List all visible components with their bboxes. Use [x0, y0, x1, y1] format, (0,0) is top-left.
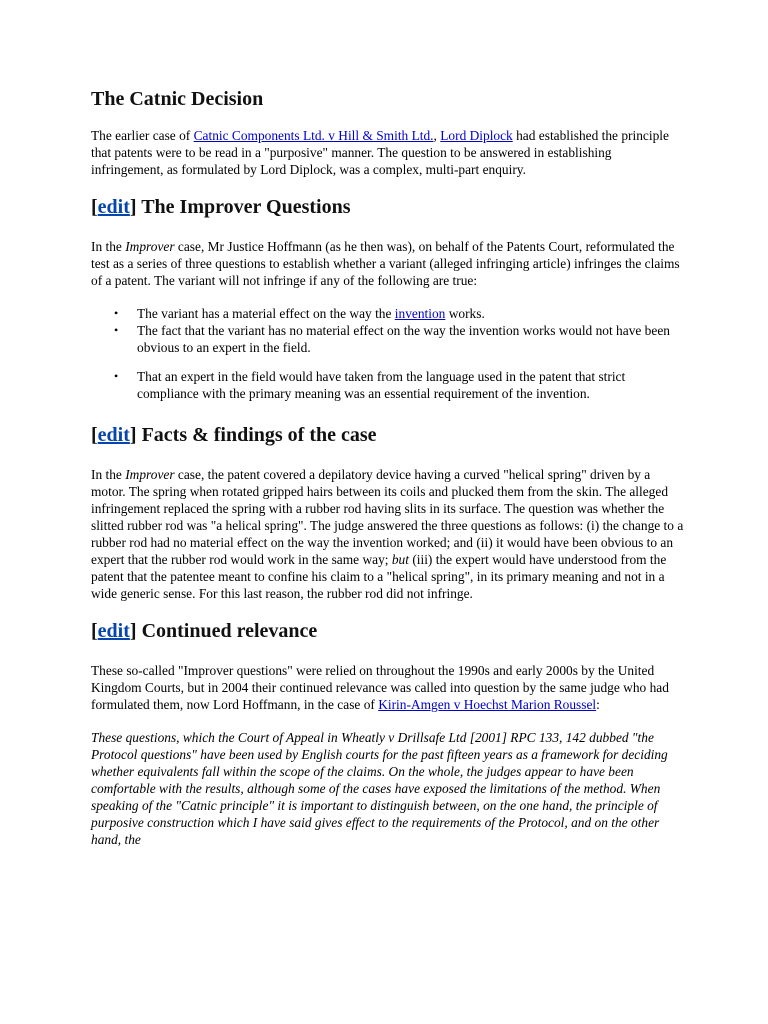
intro-paragraph: The earlier case of Catnic Components Ltd. v Hill & Smith Ltd., Lord Diplock had established the principle that patents were to be read in a "purposive" manner. The question to be answered in establishing infringement, as formulated by Lord Diplock, was a complex, multi-part enquiry. — [91, 128, 669, 177]
relevance-paragraph: These so-called "Improver questions" were relied on throughout the 1990s and early 2000s by the United Kingdom Courts, but in 2004 their continued relevance was called into question by the same judge who had formulated them, now Lord Hoffmann, in the case of Kirin-Amgen v Hoechst Marion Roussel: — [91, 663, 669, 712]
list-item: • The fact that the variant has no material effect on the way the invention works would not have been obvious to an expert in the field. — [114, 323, 670, 355]
section-heading-improver-questions: [edit] The Improver Questions — [91, 196, 351, 218]
article — [91, 86, 685, 848]
hoffmann-quote: These questions, which the Court of Appeal in Wheatly v Drillsafe Ltd [2001] RPC 133, 142 dubbed "the Protocol questions" have been used by English courts for the past fifteen years as a framework for deciding whether equivalents fall within the scope of the claims. On the whole, the judges appear to have been comfortable with the results, although some of the cases have exposed the limitations of the method. When speaking of the "Catnic principle" it is important to distinguish between, on the one hand, the principle of purposive construction which I have said gives effect to the requirements of the Protocol, and on the other hand, the — [91, 730, 668, 847]
bullet-icon: • — [114, 306, 119, 320]
invention-link[interactable]: invention — [394, 306, 446, 321]
section-heading-facts: [edit] Facts & findings of the case — [91, 424, 377, 446]
edit-link-improver-questions[interactable]: edit — [97, 196, 130, 218]
improver-paragraph: In the Improver case, Mr Justice Hoffmann (as he then was), on behalf of the Patents Court, reformulated the test as a series of three questions to establish whether a variant (alleged infringing article) infringes the claims of a patent. The variant will not infringe if any of the following are true: — [91, 239, 680, 288]
page-title: The Catnic Decision — [91, 88, 264, 110]
edit-link-relevance[interactable]: edit — [97, 620, 130, 642]
improver-questions-list — [91, 305, 685, 402]
list-item: • The variant has a material effect on the way the invention works. — [114, 306, 485, 321]
list-item: • That an expert in the field would have taken from the language used in the patent that strict compliance with the primary meaning was an essential requirement of the invention. — [114, 369, 626, 401]
lord-diplock-link[interactable]: Lord Diplock — [440, 128, 513, 143]
catnic-case-link[interactable]: Catnic Components Ltd. v Hill & Smith Ltd. — [193, 128, 434, 143]
bullet-icon: • — [114, 323, 119, 337]
bullet-icon: • — [114, 369, 119, 383]
facts-paragraph: In the Improver case, the patent covered a depilatory device having a curved "helical spring" driven by a motor. The spring when rotated gripped hairs between its coils and plucked them from the skin. The alleged infringement replaced the spring with a rubber rod having slits in its surface. The question was whether the slitted rubber rod was "a helical spring". The judge answered the three questions as follows: (i) the change to a rubber rod had no material effect on the way the invention worked; and (ii) it would have been obvious to an expert that the rubber rod would work in the same way; but (iii) the expert would have understood from the patent that the patentee meant to confine his claim to a "helical spring", in its primary meaning and not in a wide generic sense. For this last reason, the rubber rod did not infringe. — [91, 467, 684, 601]
kirin-amgen-link[interactable]: Kirin-Amgen v Hoechst Marion Roussel — [378, 697, 597, 712]
section-heading-relevance: [edit] Continued relevance — [91, 620, 318, 642]
edit-link-facts[interactable]: edit — [97, 424, 130, 446]
